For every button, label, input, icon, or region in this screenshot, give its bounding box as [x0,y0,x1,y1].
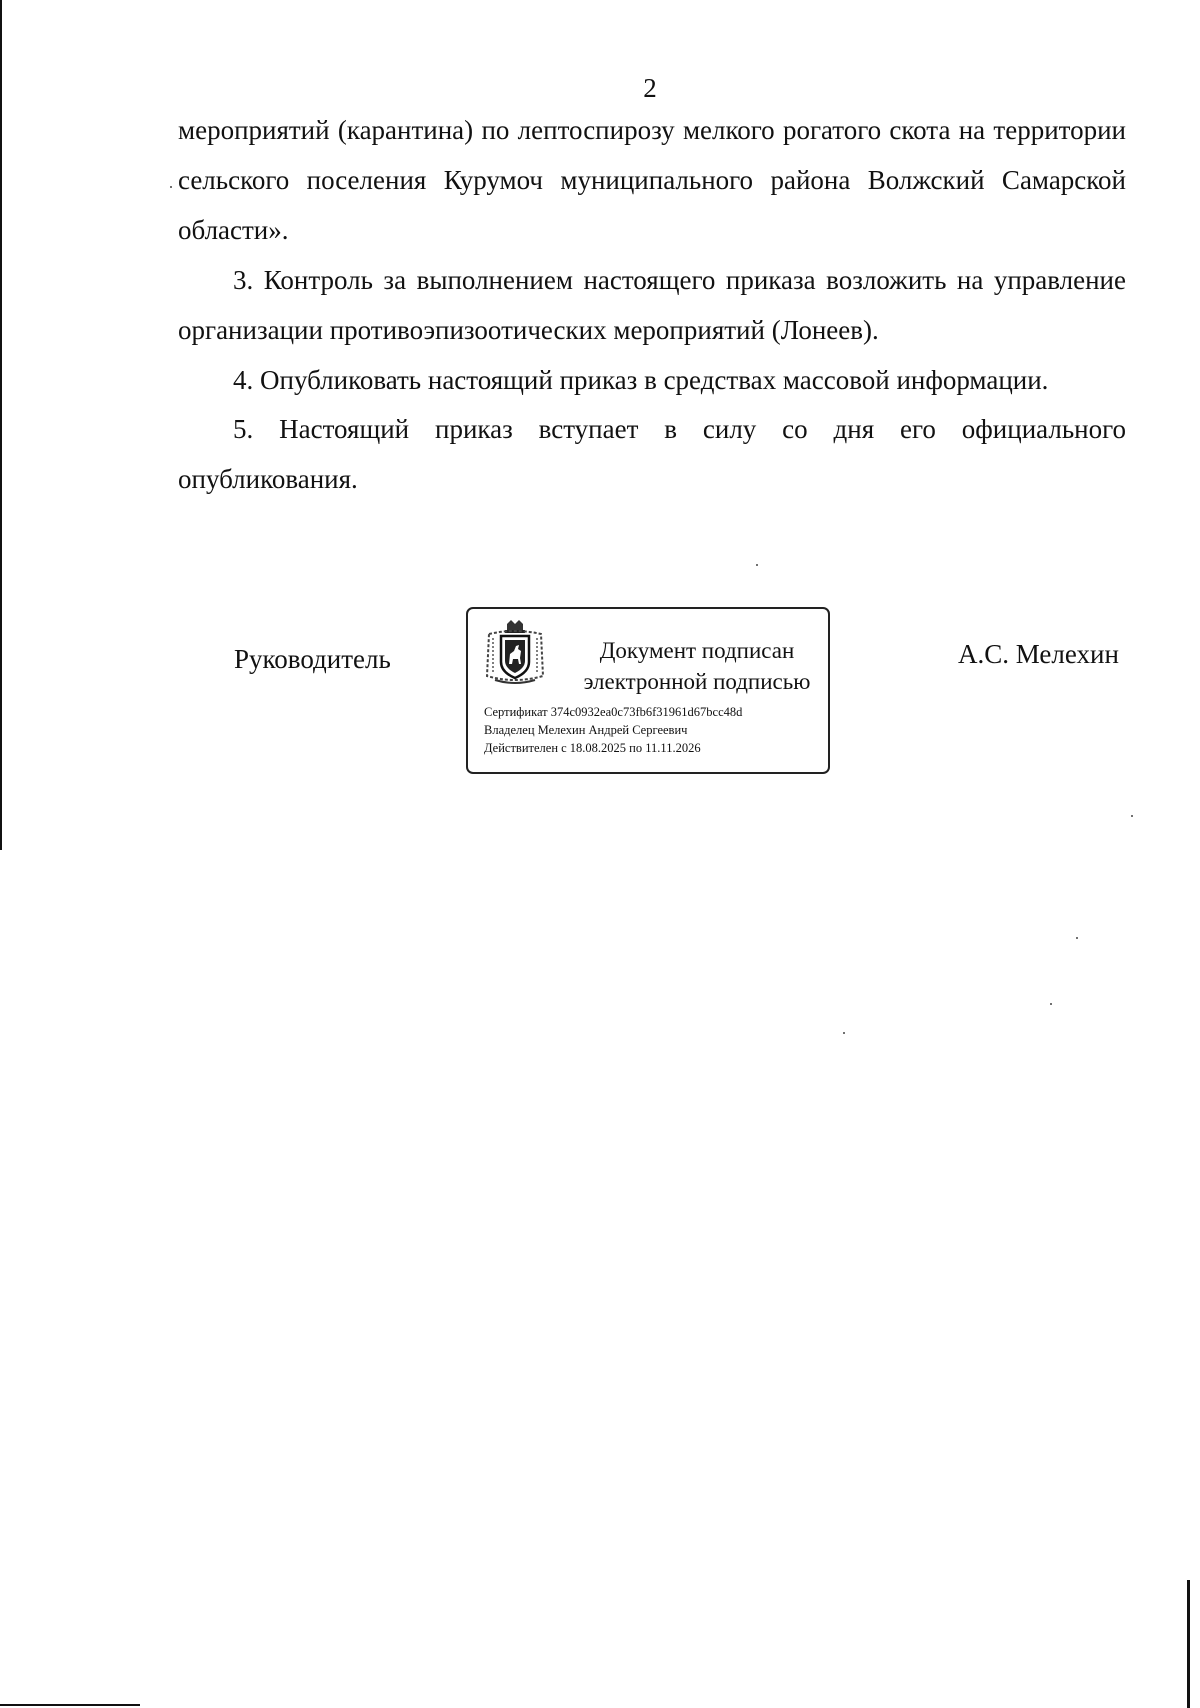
stamp-title-line-1: Документ подписан [599,638,795,663]
signer-position: Руководитель [234,644,391,674]
stamp-title [568,635,826,697]
paragraph-5: 5. Настоящий приказ вступает в силу со дня его официального опубликования. [178,414,1126,494]
signer-name: А.С. Мелехин [958,639,1119,669]
page-number: 2 [643,73,657,103]
scan-speck [1131,815,1133,817]
electronic-signature-stamp [466,607,830,774]
scan-speck [1050,1003,1052,1005]
scan-speck [756,564,758,566]
stamp-validity: Действителен с 18.08.2025 по 11.11.2026 [484,741,701,755]
stamp-title-line-2: электронной подписью [583,669,811,694]
scan-speck [170,186,172,188]
paragraph-3: 3. Контроль за выполнением настоящего приказа возложить на управление организации противоэпизоотических мероприятий (Лонеев). [178,265,1126,345]
scan-edge-left [0,0,2,850]
paragraph-4: 4. Опубликовать настоящий приказ в средствах массовой информации. [233,365,1049,395]
paragraph-continuation: мероприятий (карантина) по лептоспирозу мелкого рогатого скота на территории сельского поселения Курумоч муниципального района Волжский Самарской области». [178,115,1126,245]
scan-speck [843,1032,845,1034]
scan-speck [1076,937,1078,939]
stamp-owner: Владелец Мелехин Андрей Сергеевич [484,723,688,737]
scan-edge-right [1187,1580,1190,1708]
coat-of-arms-icon [483,618,547,688]
stamp-certificate: Сертификат 374c0932ea0c73fb6f31961d67bcc48d [484,705,743,719]
stamp-details [484,703,742,757]
scan-edge-bottom [0,1704,140,1706]
